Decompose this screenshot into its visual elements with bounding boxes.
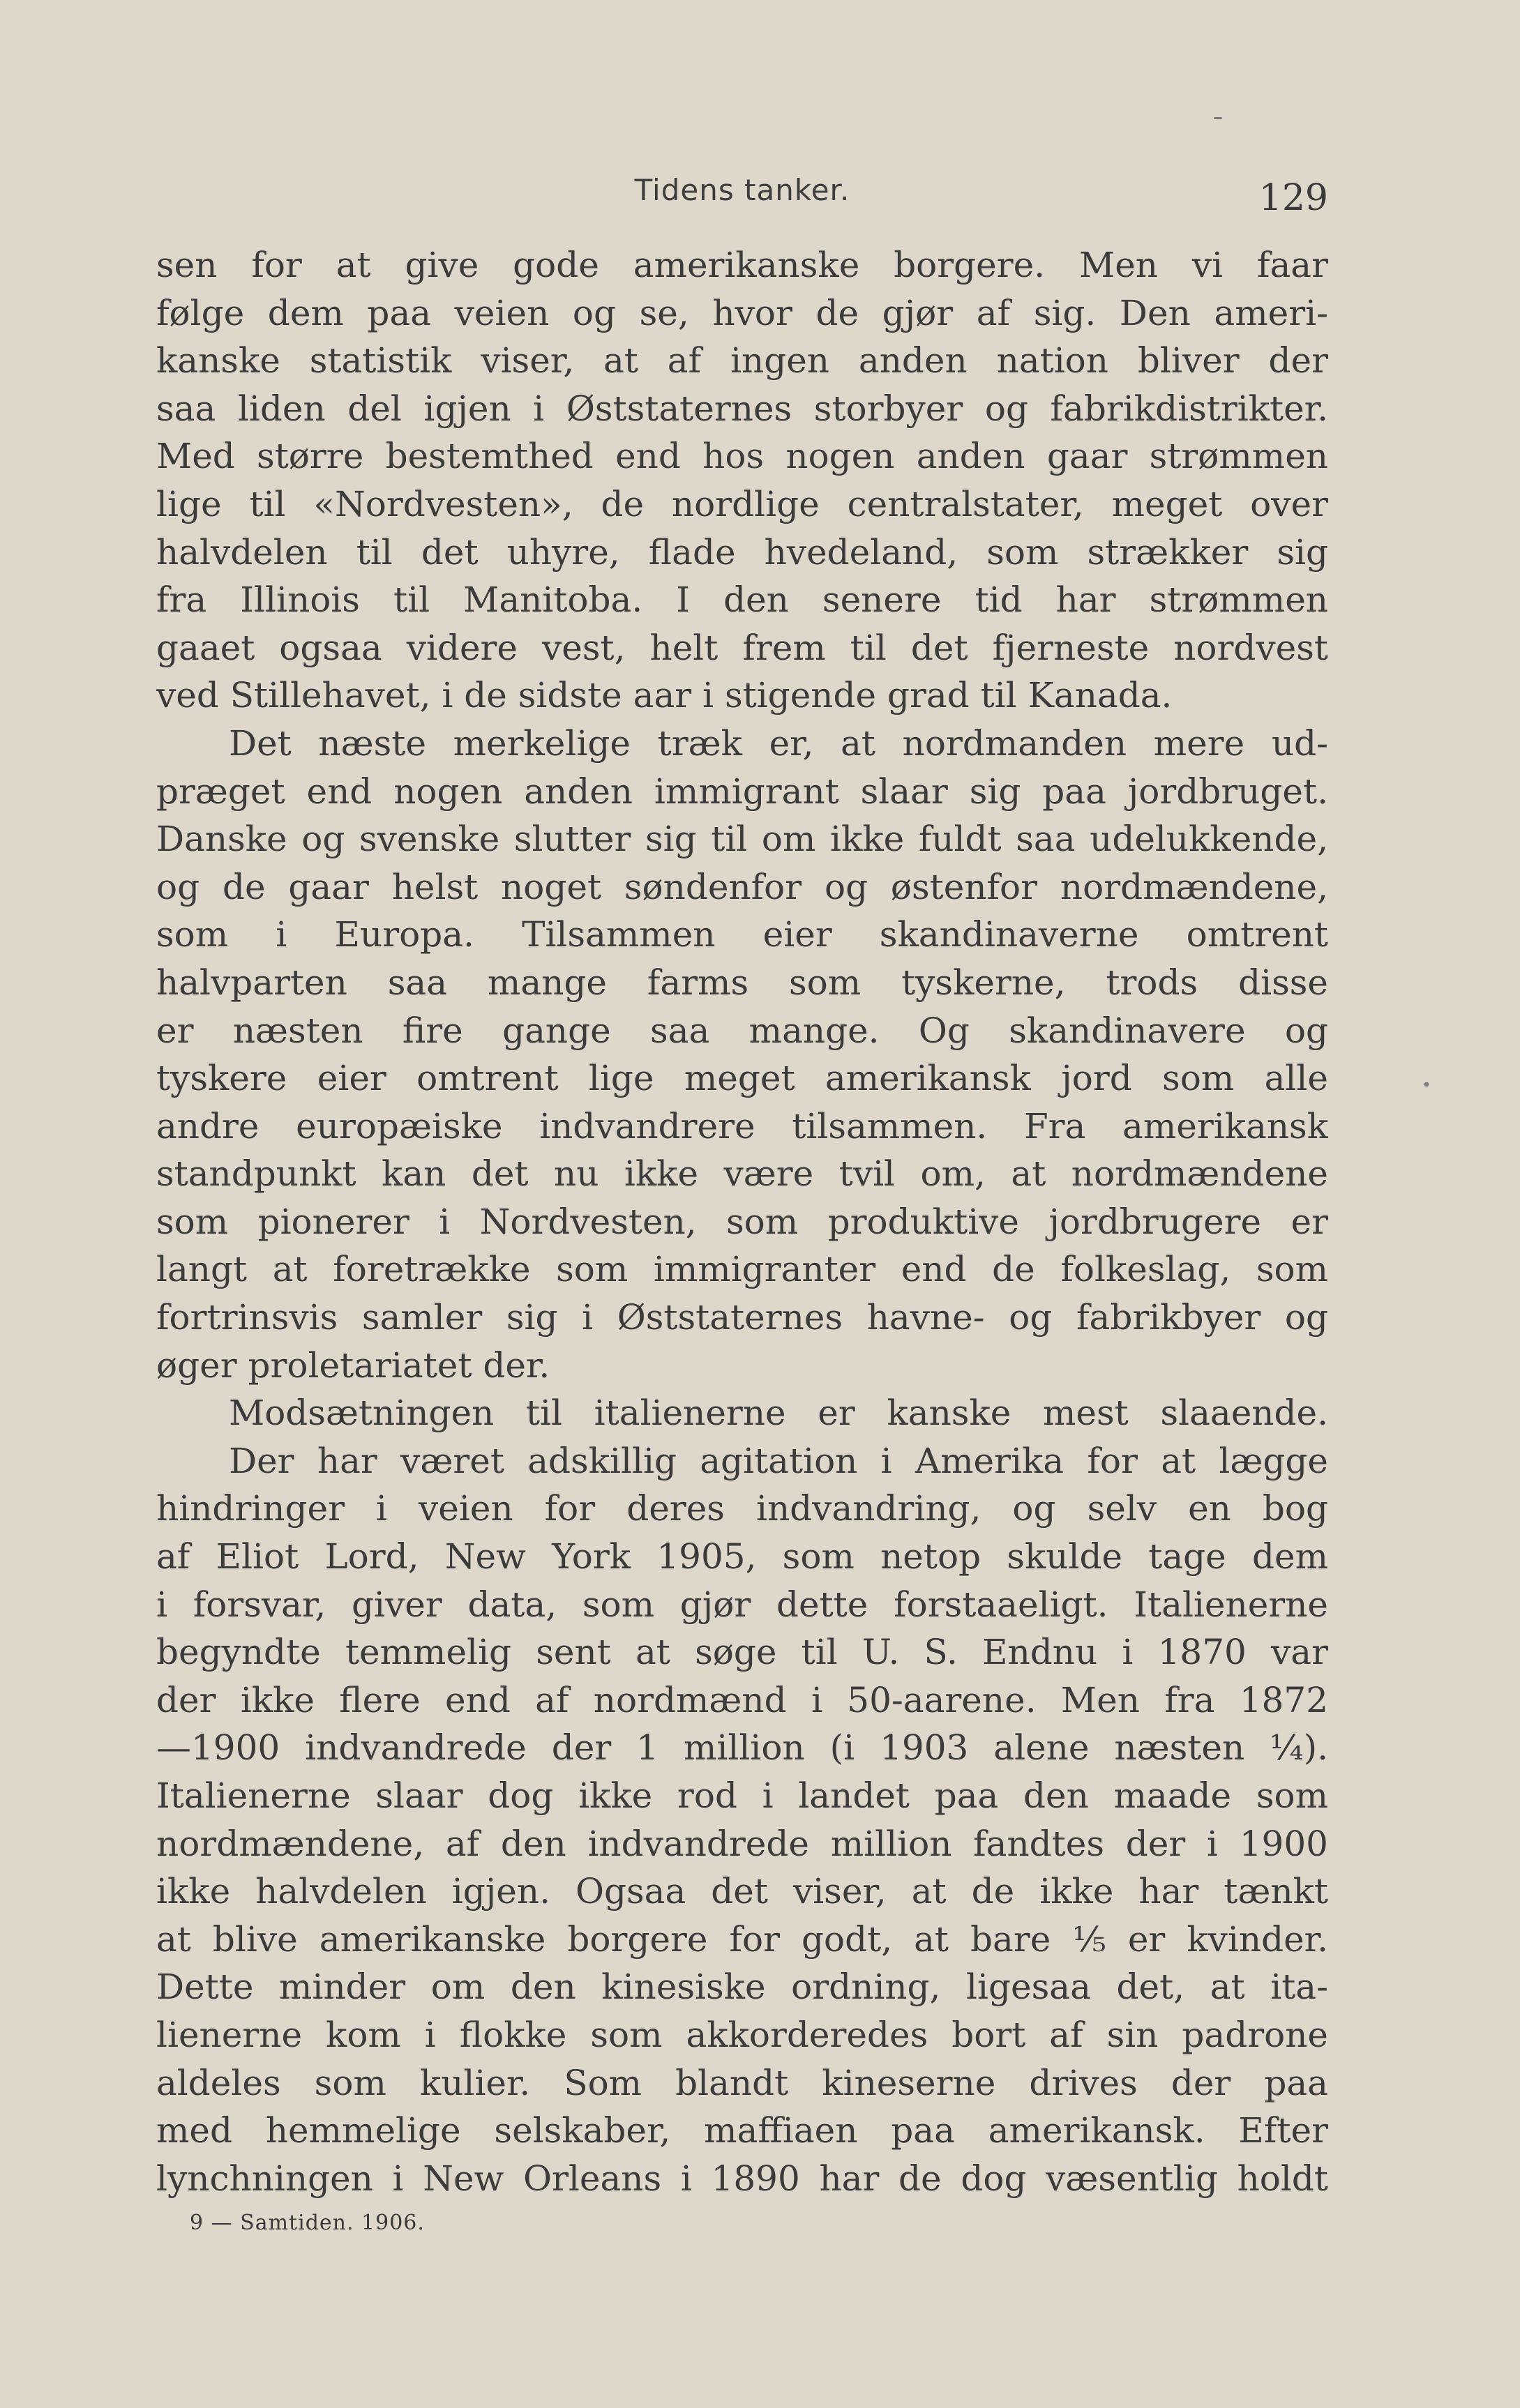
signature-mark: 9 — Samtiden. 1906. bbox=[190, 2211, 425, 2235]
text-line: standpunkt kan det nu ikke være tvil om, at nordmændene bbox=[156, 1153, 1328, 1195]
text-line: aldeles som kulier. Som blandt kineserne drives der paa bbox=[156, 2062, 1328, 2103]
text-line: ikke halvdelen igjen. Ogsaa det viser, at de ikke har tænkt bbox=[156, 1871, 1328, 1912]
text-line: Danske og svenske slutter sig til om ikke fuldt saa udelukkende, bbox=[156, 819, 1328, 860]
text-line: andre europæiske indvandrere tilsammen. Fra amerikansk bbox=[156, 1105, 1328, 1146]
text-line: Med større bestemthed end hos nogen anden gaar strømmen bbox=[156, 436, 1328, 477]
text-line: som i Europa. Tilsammen eier skandinaverne omtrent bbox=[156, 914, 1328, 955]
text-line: halvparten saa mange farms som tyskerne, trods disse bbox=[156, 962, 1328, 1003]
text-line: Dette minder om den kinesiske ordning, ligesaa det, at ita- bbox=[156, 1967, 1328, 2008]
text-line: er næsten fire gange saa mange. Og skandinavere og bbox=[156, 1010, 1328, 1051]
text-line: hindringer i veien for deres indvandring, og selv en bog bbox=[156, 1488, 1328, 1529]
text-line: i forsvar, giver data, som gjør dette forstaaeligt. Italienerne bbox=[156, 1584, 1328, 1625]
text-line: lige til «Nordvesten», de nordlige centralstater, meget over bbox=[156, 483, 1328, 524]
body-text bbox=[156, 241, 1328, 2202]
margin-mark-top bbox=[1214, 117, 1222, 119]
running-title: Tidens tanker. bbox=[634, 173, 850, 207]
text-line: Det næste merkelige træk er, at nordmanden mere ud- bbox=[229, 722, 1328, 764]
text-line: fortrinsvis samler sig i Øststaternes havne- og fabrikbyer og bbox=[156, 1297, 1328, 1338]
text-line: øger proletariatet der. bbox=[156, 1345, 550, 1386]
text-line: —1900 indvandrede der 1 million (i 1903 alene næsten ¼). bbox=[156, 1727, 1328, 1769]
text-line: og de gaar helst noget søndenfor og østenfor nordmændene, bbox=[156, 866, 1328, 907]
page-header bbox=[156, 167, 1328, 223]
text-line: Italienerne slaar dog ikke rod i landet paa den maade som bbox=[156, 1775, 1328, 1816]
text-line: fra Illinois til Manitoba. I den senere tid har strømmen bbox=[156, 580, 1328, 621]
text-line: sen for at give gode amerikanske borgere. Men vi faar bbox=[156, 245, 1328, 285]
text-line: Der har været adskillig agitation i Amerika for at lægge bbox=[229, 1440, 1328, 1481]
margin-mark-right bbox=[1424, 1082, 1429, 1086]
text-line: Modsætningen til italienerne er kanske mest slaaende. bbox=[229, 1393, 1328, 1434]
text-line: halvdelen til det uhyre, flade hvedeland, som strækker sig bbox=[156, 531, 1328, 573]
text-line: af Eliot Lord, New York 1905, som netop skulde tage dem bbox=[156, 1536, 1328, 1577]
text-line: præget end nogen anden immigrant slaar sig paa jordbruget. bbox=[156, 771, 1328, 812]
text-line: som pionerer i Nordvesten, som produktive jordbrugere er bbox=[156, 1201, 1328, 1242]
text-line: nordmændene, af den indvandrede million fandtes der i 1900 bbox=[156, 1823, 1328, 1864]
text-line: lienerne kom i flokke som akkorderedes bort af sin padrone bbox=[156, 2014, 1328, 2055]
text-line: der ikke flere end af nordmænd i 50-aarene. Men fra 1872 bbox=[156, 1679, 1328, 1720]
text-line: begyndte temmelig sent at søge til U. S. Endnu i 1870 var bbox=[156, 1632, 1328, 1673]
text-line: følge dem paa veien og se, hvor de gjør af sig. Den ameri- bbox=[156, 292, 1328, 333]
text-line: med hemmelige selskaber, maffiaen paa amerikansk. Efter bbox=[156, 2110, 1328, 2151]
text-line: tyskere eier omtrent lige meget amerikansk jord som alle bbox=[156, 1058, 1328, 1099]
text-line: kanske statistik viser, at af ingen anden nation bliver der bbox=[156, 340, 1328, 381]
page-number: 129 bbox=[1258, 177, 1328, 219]
text-line: ved Stillehavet, i de sidste aar i stigende grad til Kanada. bbox=[156, 675, 1173, 716]
text-line: saa liden del igjen i Øststaternes storbyer og fabrikdistrikter. bbox=[156, 388, 1328, 429]
text-line: lynchningen i New Orleans i 1890 har de dog væsentlig holdt bbox=[156, 2158, 1328, 2199]
text-line: gaaet ogsaa videre vest, helt frem til det fjerneste nordvest bbox=[156, 627, 1328, 668]
text-line: langt at foretrække som immigranter end de folkeslag, som bbox=[156, 1249, 1328, 1290]
text-line: at blive amerikanske borgere for godt, at bare ⅕ er kvinder. bbox=[156, 1918, 1328, 1960]
